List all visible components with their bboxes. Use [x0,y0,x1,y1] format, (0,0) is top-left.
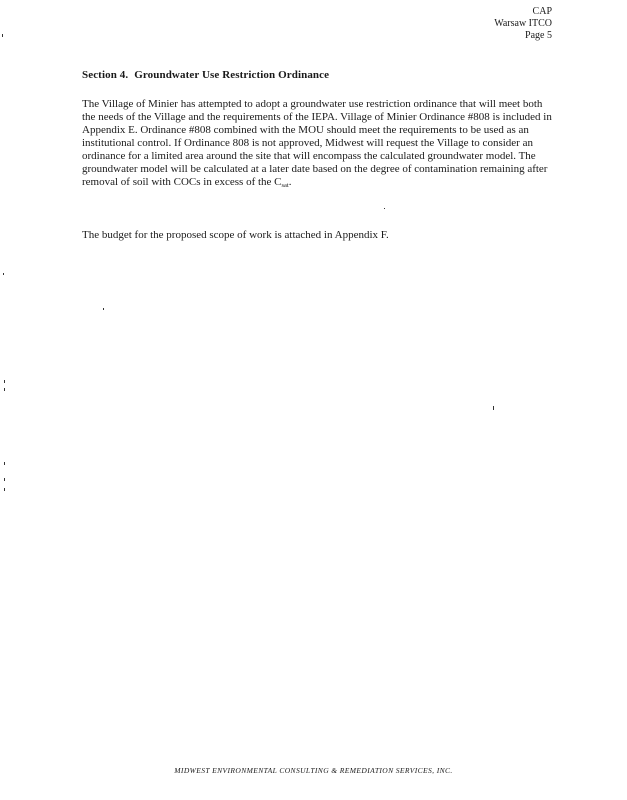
paragraph-budget [82,229,552,242]
paragraph-ordinance [82,98,552,192]
scan-speck [103,308,104,310]
scan-speck [4,488,5,491]
scan-speck [4,478,5,481]
page-footer: MIDWEST ENVIRONMENTAL CONSULTING & REMEDIATION SERVICES, INC. [174,766,453,775]
header-line-page: Page 5 [525,30,552,41]
scan-speck [4,388,5,391]
scan-speck [384,208,385,209]
paragraph-budget-text: The budget for the proposed scope of work is attached in Appendix F. [82,229,389,241]
document-header [494,6,552,42]
section-heading [82,69,329,81]
section-title: Groundwater Use Restriction Ordinance [134,69,330,81]
scan-speck [4,380,5,383]
header-line-cap: CAP [532,6,552,17]
paragraph-ordinance-end: . [288,176,292,188]
header-line-project: Warsaw ITCO [494,18,552,29]
section-number: Section 4. [82,69,129,81]
scan-speck [493,406,494,410]
scan-speck [3,273,4,275]
scan-speck [4,462,5,465]
c-sat-subscript: sat [281,182,289,189]
paragraph-ordinance-text: The Village of Minier has attempted to adopt a groundwater use restriction ordinance that will meet both the needs of the Village and the requirements of the IEPA. Village of Minier Ordinance #808 is included in Appendix E. Ordinance #808 combined with the MOU should meet the requirements to be used as an institutional control. If Ordinance 808 is not approved, Midwest will request the Village to consider an ordinance for a limited area around the site that will encompass the calculated groundwater model. The groundwater model will be calculated at a later date based on the degree of contamination remaining after removal of soil with COCs in excess of the C [82,98,552,188]
scan-speck [2,34,3,37]
